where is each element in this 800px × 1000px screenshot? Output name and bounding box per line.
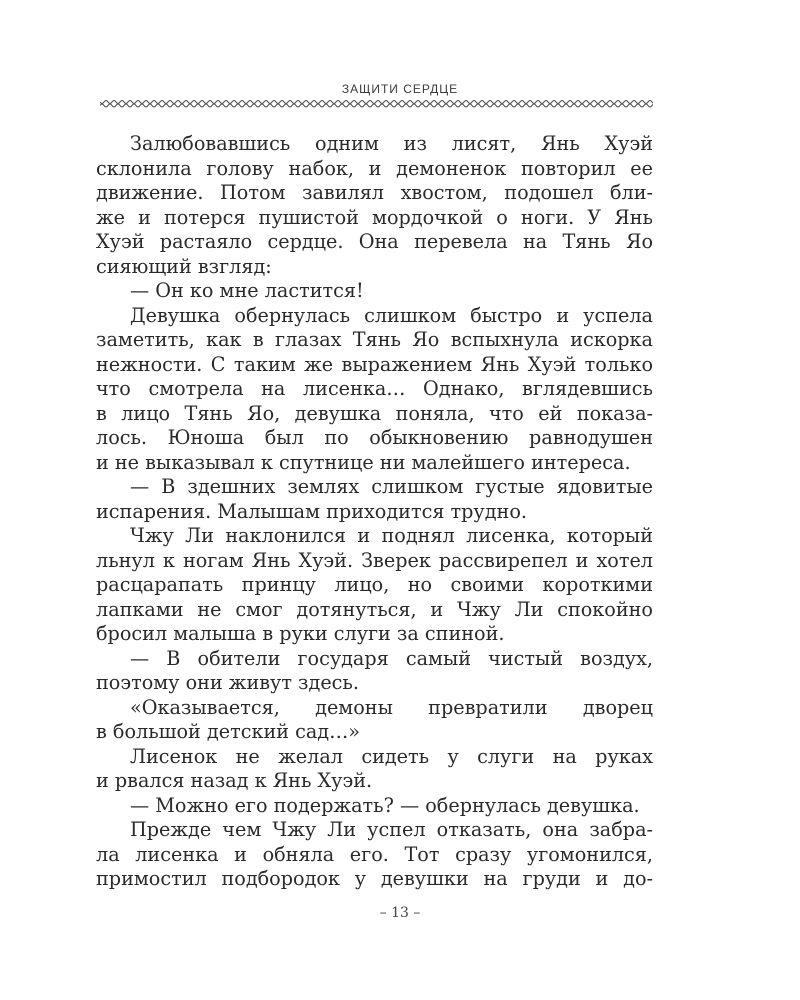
text-line: что смотрела на лисенка… Однако, вглядевшись	[96, 377, 653, 400]
text-line: нежности. С таким же выражением Янь Хуэй только	[96, 352, 653, 376]
text-line: лапками не смог дотянуться, и Чжу Ли спокойно	[96, 597, 653, 621]
text-line: в большой детский сад…»	[96, 720, 361, 743]
text-line: — В здешних землях слишком густые ядовитые	[130, 475, 653, 498]
text-line: ла лисенка и обняла его. Тот сразу угомонился,	[96, 842, 653, 866]
page-number: – 13 –	[379, 905, 421, 921]
text-line: заметить, как в глазах Тянь Яо вспыхнула искорка	[96, 328, 653, 351]
text-line: Прежде чем Чжу Ли успел отказать, она забра-	[130, 818, 653, 841]
text-line: — Он ко мне ластится!	[130, 279, 364, 302]
text-line: лось. Юноша был по обыкновению равнодушен	[96, 426, 653, 449]
text-line: испарения. Малышам приходится трудно.	[96, 499, 527, 523]
text-line: и рвался назад к Янь Хуэй.	[96, 769, 373, 792]
text-line: Залюбовавшись одним из лисят, Янь Хуэй	[130, 132, 653, 155]
running-head: ЗАЩИТИ СЕРДЦЕ	[341, 82, 459, 96]
text-line: движение. Потом завилял хвостом, подошел бли-	[96, 181, 653, 204]
body-text	[96, 132, 653, 892]
text-line: примостил подбородок у девушки на груди и до-	[96, 867, 653, 890]
text-line: поэтому они живут здесь.	[96, 671, 359, 694]
text-line: Хуэй растаяло сердце. Она перевела на Тянь Яо	[96, 230, 653, 253]
text-line: в лицо Тянь Яо, девушка поняла, что ей показа-	[96, 401, 653, 425]
text-line: Девушка обернулась слишком быстро и успела	[130, 303, 653, 327]
text-line: же и потерся пушистой мордочкой о ноги. У Янь	[96, 205, 653, 229]
text-line: расцарапать принцу лицо, но своими короткими	[96, 573, 653, 596]
text-line: Чжу Ли наклонился и поднял лисенка, который	[130, 524, 653, 547]
text-line: склонила голову набок, и демоненок повторил ее	[96, 156, 653, 180]
text-line: Лисенок не желал сидеть у слуги на руках	[130, 744, 653, 768]
text-line: «Оказывается, демоны превратили дворец	[130, 695, 653, 719]
text-line: и не выказывал к спутнице ни малейшего интереса.	[96, 450, 631, 474]
wavy-rule-ornament	[100, 99, 653, 109]
text-line: — Можно его подержать? — обернулась девушка.	[130, 793, 640, 817]
text-line: — В обители государя самый чистый воздух,	[130, 646, 653, 670]
text-line: льнул к ногам Янь Хуэй. Зверек рассвирепел и хотел	[96, 548, 653, 572]
text-line: бросил малыша в руки слуги за спиной.	[96, 622, 505, 645]
text-line: сияющий взгляд:	[96, 254, 272, 278]
